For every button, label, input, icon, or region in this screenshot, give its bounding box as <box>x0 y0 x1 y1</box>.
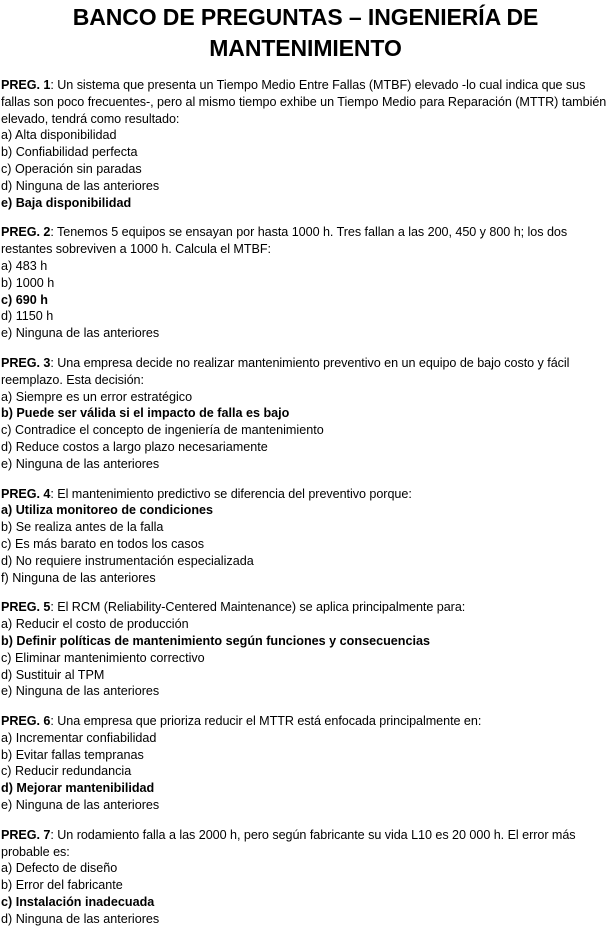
answer-option: b) Se realiza antes de la falla <box>1 520 164 535</box>
question-block <box>1 224 610 342</box>
answer-option-correct: c) 690 h <box>1 292 48 307</box>
answer-option-correct: b) Definir políticas de mantenimiento según funciones y consecuencias <box>1 633 430 648</box>
question-label: PREG. 7 <box>1 827 51 842</box>
question-list <box>1 77 610 928</box>
question-text: : El RCM (Reliability-Centered Maintenance) se aplica principalmente para: <box>50 600 466 615</box>
question-block <box>1 827 610 928</box>
question-stem <box>1 224 610 258</box>
question-block <box>1 77 610 211</box>
answer-option: c) Contradice el concepto de ingeniería de mantenimiento <box>1 423 324 438</box>
question-label: PREG. 6 <box>1 714 51 729</box>
question-text: : Una empresa que prioriza reducir el MTTR está enfocada principalmente en: <box>50 714 482 729</box>
question-stem <box>1 599 610 616</box>
question-label: PREG. 4 <box>1 486 51 501</box>
answer-option: e) Ninguna de las anteriores <box>1 326 160 341</box>
answer-option: c) Operación sin paradas <box>1 161 142 176</box>
answer-option: c) Es más barato en todos los casos <box>1 536 204 551</box>
answer-option: c) Eliminar mantenimiento correctivo <box>1 650 205 665</box>
question-label: PREG. 2 <box>1 225 51 240</box>
answer-option: f) Ninguna de las anteriores <box>1 570 156 585</box>
answer-option: b) Error del fabricante <box>1 878 123 893</box>
answer-option: b) Evitar fallas tempranas <box>1 747 144 762</box>
answer-option: c) Reducir redundancia <box>1 764 132 779</box>
answer-option: e) Ninguna de las anteriores <box>1 456 160 471</box>
answer-option: d) Ninguna de las anteriores <box>1 911 160 926</box>
answer-option: a) Incrementar confiabilidad <box>1 730 157 745</box>
question-stem <box>1 355 610 389</box>
answer-option: a) 483 h <box>1 258 48 273</box>
question-block <box>1 713 610 814</box>
question-stem <box>1 486 610 503</box>
answer-option: b) 1000 h <box>1 275 55 290</box>
answer-option: e) Ninguna de las anteriores <box>1 684 160 699</box>
answer-option: d) Ninguna de las anteriores <box>1 178 160 193</box>
title-line-1: BANCO DE PREGUNTAS – INGENIERÍA DE <box>72 4 539 30</box>
answer-option: a) Reducir el costo de producción <box>1 617 189 632</box>
answer-option-correct: a) Utiliza monitoreo de condiciones <box>1 503 214 518</box>
question-text: : Una empresa decide no realizar mantenimiento preventivo en un equipo de bajo costo y fácil reemplazo. Esta decisión: <box>1 355 570 387</box>
answer-option: d) No requiere instrumentación especializada <box>1 553 254 568</box>
answer-option: e) Ninguna de las anteriores <box>1 798 160 813</box>
title-line-2: MANTENIMIENTO <box>209 35 402 61</box>
question-label: PREG. 1 <box>1 78 51 92</box>
question-stem <box>1 827 610 861</box>
question-stem <box>1 77 610 127</box>
answer-option-correct: b) Puede ser válida si el impacto de falla es bajo <box>1 406 290 421</box>
answer-option: b) Confiabilidad perfecta <box>1 145 138 160</box>
question-block <box>1 599 610 700</box>
question-text: : Tenemos 5 equipos se ensayan por hasta 1000 h. Tres fallan a las 200, 450 y 800 h; los dos restantes sobreviven a 1000 h. Calcula el MTBF: <box>1 225 568 257</box>
question-label: PREG. 5 <box>1 600 51 615</box>
answer-option: d) 1150 h <box>1 309 54 324</box>
answer-option: d) Sustituir al TPM <box>1 667 105 682</box>
document-title <box>1 2 610 64</box>
answer-option: a) Defecto de diseño <box>1 861 118 876</box>
question-text: : El mantenimiento predictivo se diferencia del preventivo porque: <box>50 486 412 501</box>
answer-option: a) Alta disponibilidad <box>1 128 117 143</box>
question-stem <box>1 713 610 730</box>
question-label: PREG. 3 <box>1 355 51 370</box>
question-text: : Un sistema que presenta un Tiempo Medio Entre Fallas (MTBF) elevado -lo cual indica que sus fallas son poco frecuentes-, pero al mismo tiempo exhibe un Tiempo Medio para Reparación (MTTR) también elevado, tendrá como resultado: <box>1 78 607 126</box>
question-text: : Un rodamiento falla a las 2000 h, pero según fabricante su vida L10 es 20 000 h. El error más probable es: <box>1 827 576 859</box>
question-block <box>1 355 610 473</box>
answer-option-correct: c) Instalación inadecuada <box>1 895 155 910</box>
question-block <box>1 486 610 587</box>
answer-option: d) Reduce costos a largo plazo necesariamente <box>1 439 268 454</box>
answer-option-correct: d) Mejorar mantenibilidad <box>1 781 155 796</box>
answer-option: a) Siempre es un error estratégico <box>1 389 193 404</box>
answer-option-correct: e) Baja disponibilidad <box>1 195 132 210</box>
